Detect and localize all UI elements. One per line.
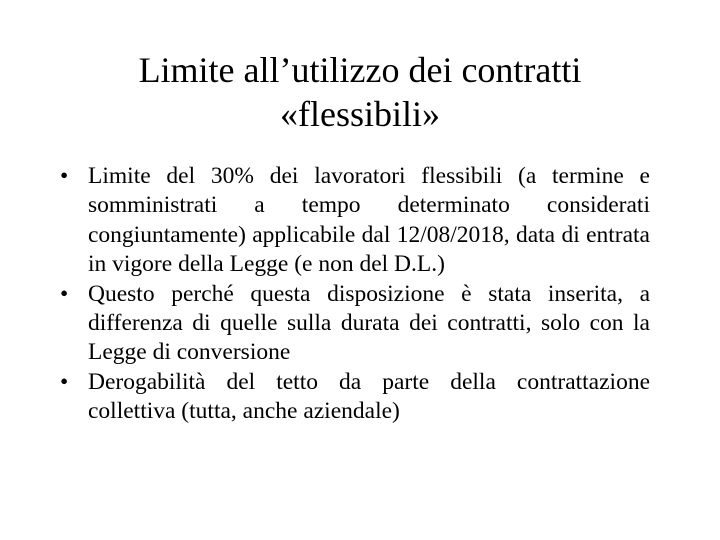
- slide-title-line-1: Limite all’utilizzo dei contratti: [138, 50, 582, 90]
- bullet-item-1: [60, 162, 650, 280]
- bullet-text-1: Limite del 30% dei lavoratori flessibili (a termine e somministrati a tempo determinato considerati congiuntamente) applicabile dal 12/08/2018, data di entrata in vigore della Legge (e non del D.L.): [88, 163, 650, 278]
- bullet-point-icon: •: [60, 368, 69, 395]
- slide-title: [60, 48, 660, 136]
- bullet-item-2: [60, 280, 650, 368]
- bullet-text-2: Questo perché questa disposizione è stata inserita, a differenza di quelle sulla durata dei contratti, solo con la Legge di conversione: [88, 280, 650, 366]
- bullet-point-icon: •: [60, 280, 69, 307]
- bullet-item-3: [60, 368, 650, 427]
- bullet-point-icon: •: [60, 163, 69, 189]
- bullet-text-3: Derogabilità del tetto da parte della contrattazione collettiva (tutta, anche aziendale): [88, 368, 650, 425]
- bullet-list: [60, 162, 650, 427]
- slide-title-line-2: «flessibili»: [280, 94, 440, 134]
